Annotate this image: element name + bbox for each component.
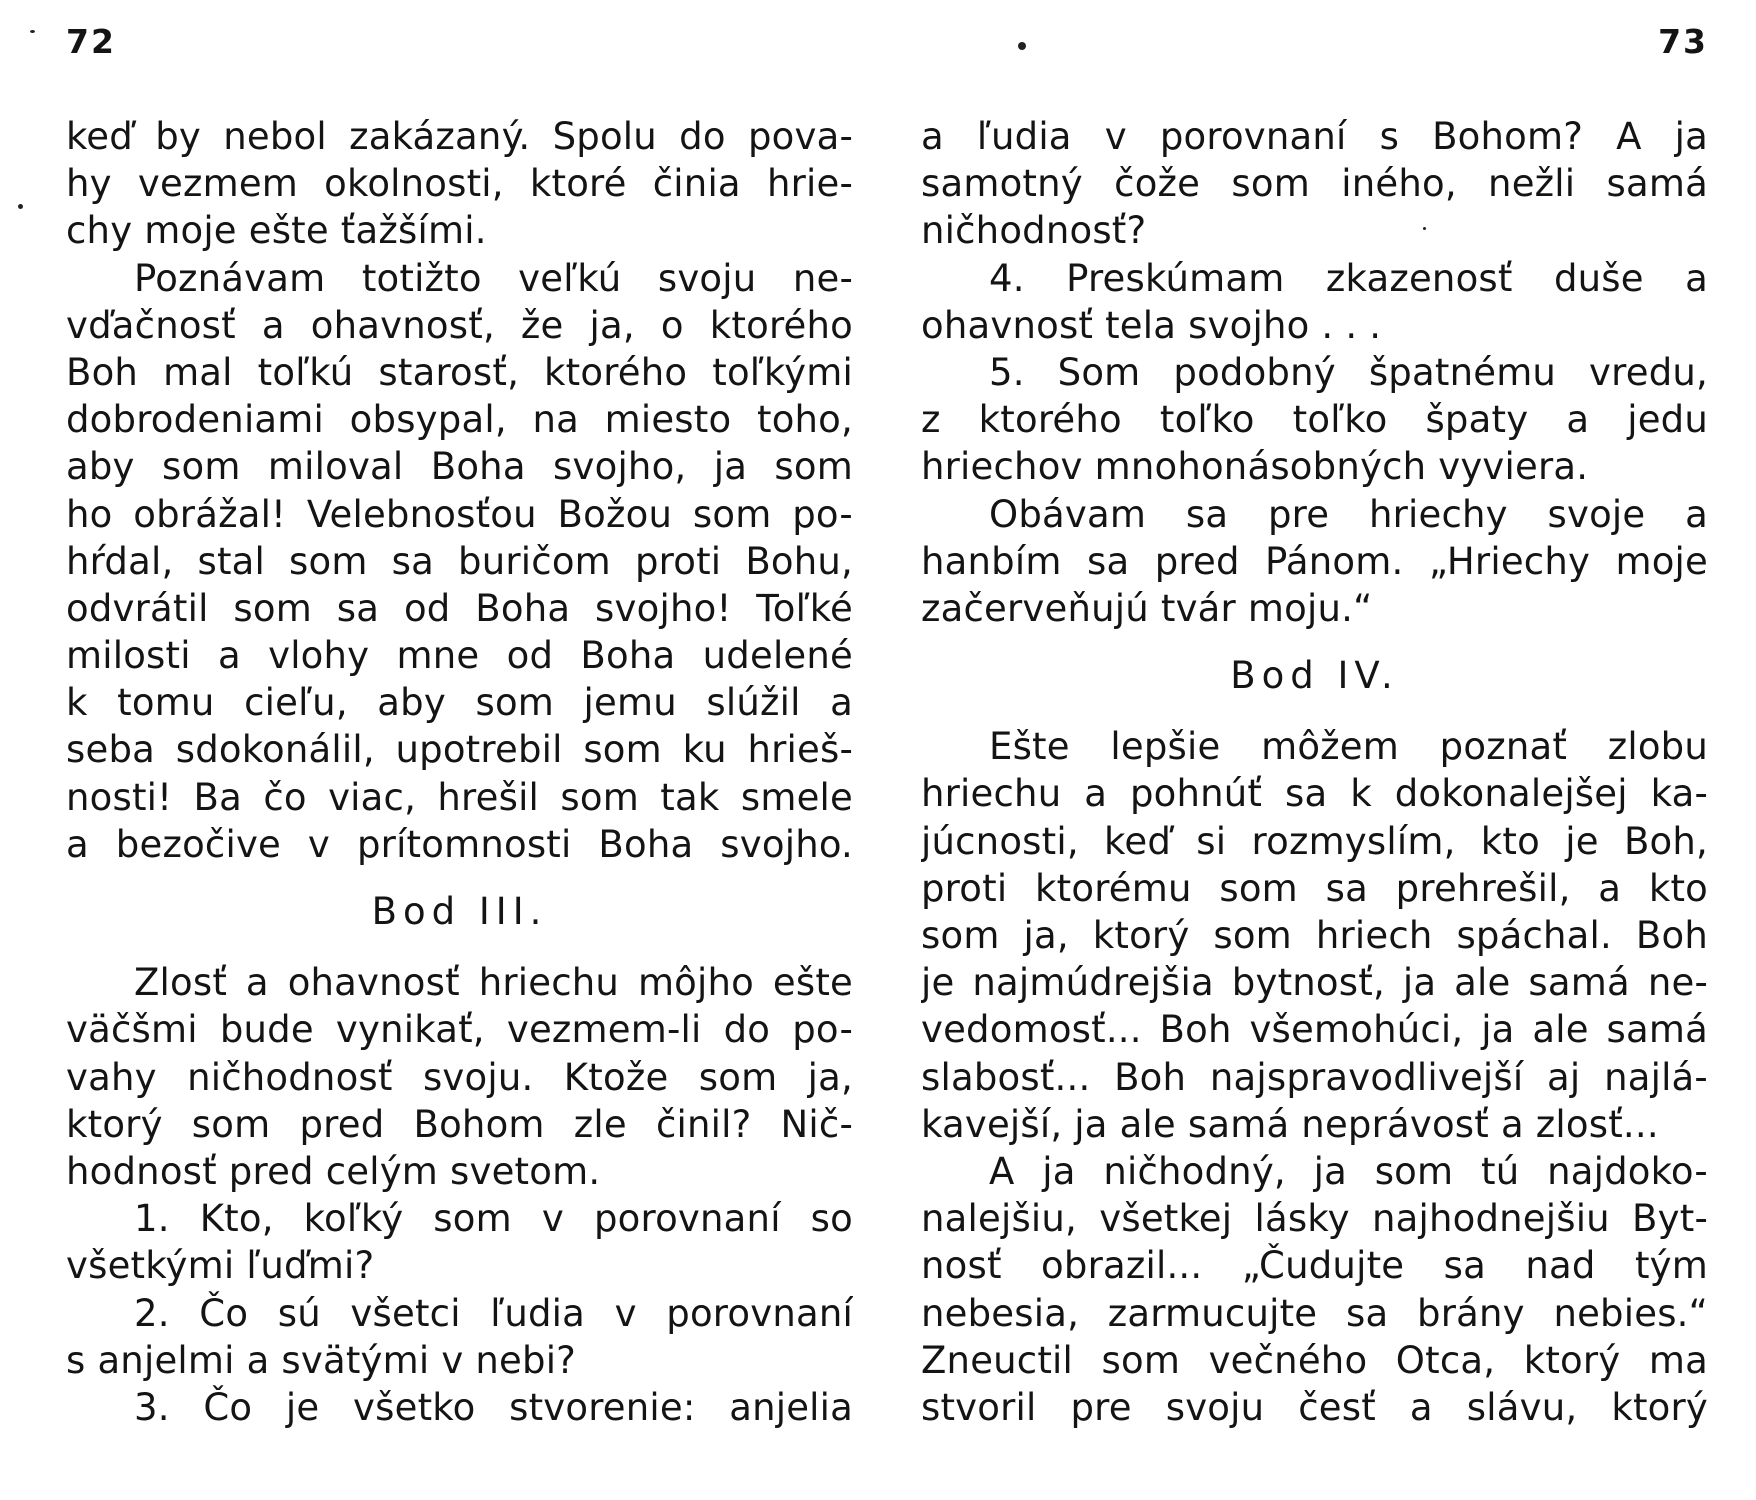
text-line: ničhodnosť?	[921, 209, 1147, 253]
right-lines-after	[921, 723, 1708, 1431]
text-line: seba sdokonálil, upotrebil som ku hrieš-	[66, 728, 853, 772]
text-line: 1. Kto, koľký som v porovnaní so	[134, 1197, 853, 1241]
text-line: vahy ničhodnosť svoju. Ktože som ja,	[66, 1055, 853, 1099]
text-line: júcnosti, keď si rozmyslím, kto je Boh,	[921, 819, 1708, 863]
text-line: hodnosť pred celým svetom.	[66, 1149, 601, 1193]
page-number-right: 73	[1658, 22, 1708, 61]
left-page	[66, 0, 853, 1500]
scan-speck	[1018, 42, 1026, 50]
right-lines-before	[921, 113, 1708, 632]
text-line: hanbím sa pred Pánom. „Hriechy moje	[921, 539, 1708, 583]
text-line: 3. Čo je všetko stvorenie: anjelia	[134, 1385, 853, 1429]
text-line: nebesia, zarmucujte sa brány nebies.“	[921, 1291, 1708, 1335]
text-line: aby som miloval Boha svojho, ja som	[66, 445, 853, 489]
text-line: proti ktorému som sa prehrešil, a kto	[921, 866, 1708, 910]
text-line: Poznávam totižto veľkú svoju ne-	[134, 256, 853, 300]
scan-speck	[30, 30, 35, 33]
text-line: nosť obrazil... „Čudujte sa nad tým	[921, 1244, 1708, 1288]
text-line: nosti! Ba čo viac, hrešil som tak smele	[66, 775, 853, 819]
right-page	[921, 0, 1708, 1500]
text-line: samotný čože som iného, nežli samá	[921, 162, 1708, 206]
left-lines-before	[66, 113, 853, 868]
text-line: milosti a vlohy mne od Boha udelené	[66, 634, 853, 678]
text-line: hriechov mnohonásobných vyviera.	[921, 445, 1589, 489]
text-line: hriechu a pohnúť sa k dokonalejšej ka-	[921, 772, 1708, 816]
text-line: ohavnosť tela svojho . . .	[921, 303, 1382, 347]
text-line: vedomosť... Boh všemohúci, ja ale samá	[921, 1008, 1708, 1052]
text-line: 5. Som podobný špatnému vredu,	[989, 350, 1708, 394]
text-line: kavejší, ja ale samá neprávosť a zlosť...	[921, 1102, 1659, 1146]
text-line: Boh mal toľkú starosť, ktorého toľkými	[66, 350, 853, 394]
text-line: Zneuctil som večného Otca, ktorý ma	[921, 1338, 1708, 1382]
section-heading-bod-iv: Bod IV.	[1230, 654, 1399, 698]
text-line: a ľudia v porovnaní s Bohom? A ja	[921, 115, 1708, 158]
text-line: ho obrážal! Velebnosťou Božou som po-	[66, 492, 853, 536]
text-line: 2. Čo sú všetci ľudia v porovnaní	[134, 1291, 853, 1335]
text-line: som ja, ktorý som hriech spáchal. Boh	[921, 914, 1708, 957]
text-line: slabosť... Boh najspravodlivejší aj najlá-	[921, 1055, 1708, 1099]
text-line: dobrodeniami obsypal, na miesto toho,	[66, 398, 853, 442]
text-line: ktorý som pred Bohom zle činil? Nič-	[66, 1102, 853, 1146]
text-line: Obávam sa pre hriechy svoje a	[989, 492, 1708, 536]
text-line: s anjelmi a svätými v nebi?	[66, 1338, 577, 1382]
text-line: je najmúdrejšia bytnosť, ja ale samá ne-	[921, 961, 1708, 1005]
text-line: A ja ničhodný, ja som tú najdoko-	[989, 1149, 1708, 1193]
text-line: z ktorého toľko toľko špaty a jedu	[921, 398, 1708, 442]
section-heading-bod-iii: Bod III.	[371, 890, 548, 933]
text-line: všetkými ľuďmi?	[66, 1244, 375, 1288]
right-page-text	[921, 113, 1708, 1431]
text-line: väčšmi bude vynikať, vezmem-li do po-	[66, 1008, 853, 1052]
left-page-text	[66, 113, 853, 1431]
text-line: a bezočive v prítomnosti Boha svojho.	[66, 822, 853, 866]
text-line: Ešte lepšie môžem poznať zlobu	[989, 725, 1708, 769]
text-line: hy vezmem okolnosti, ktoré činia hrie-	[66, 162, 853, 206]
page-number-left: 72	[66, 22, 116, 61]
text-line: vďačnosť a ohavnosť, že ja, o ktorého	[66, 303, 853, 347]
text-line: chy moje ešte ťažšími.	[66, 209, 487, 253]
text-line: stvoril pre svoju česť a slávu, ktorý	[921, 1385, 1708, 1429]
scan-speck	[1423, 227, 1426, 230]
text-line: začerveňujú tvár moju.“	[921, 586, 1373, 630]
text-line: odvrátil som sa od Boha svojho! Toľké	[66, 586, 853, 630]
left-lines-after	[66, 959, 853, 1431]
text-line: Zlosť a ohavnosť hriechu môjho ešte	[134, 961, 853, 1005]
text-line: keď by nebol zakázaný. Spolu do pova-	[66, 115, 853, 158]
text-line: 4. Preskúmam zkazenosť duše a	[989, 256, 1708, 300]
text-line: nalejšiu, všetkej lásky najhodnejšiu Byt-	[921, 1197, 1708, 1241]
scan-speck	[18, 204, 23, 209]
text-line: k tomu cieľu, aby som jemu slúžil a	[66, 681, 853, 725]
text-line: hŕdal, stal som sa buričom proti Bohu,	[66, 539, 853, 583]
